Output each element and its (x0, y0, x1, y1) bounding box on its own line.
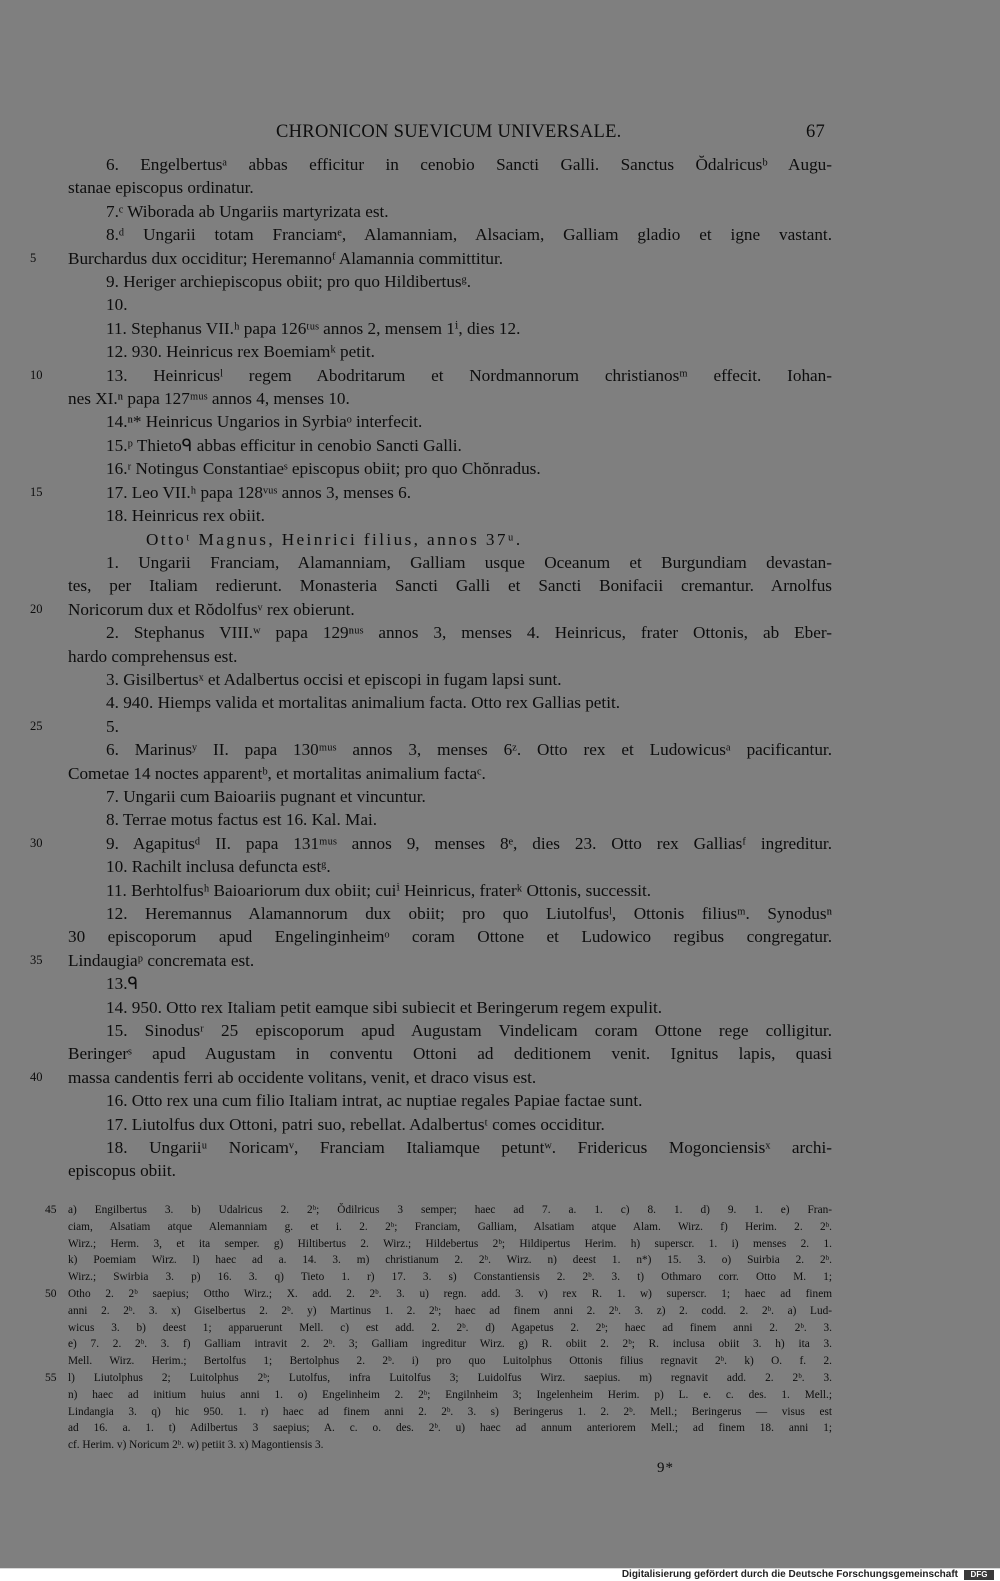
line-number: 35 (30, 952, 43, 967)
text-line (0, 340, 1000, 363)
footnote-text: e) 7. 2. 2ᵇ. 3. f) Galliam intravit 2. 2ᵇ. 3; Galliam ingreditur Wirz. g) R. obiit 2. 2ᵇ; R. inclusa obiit 3. h) ita 3. (68, 1338, 832, 1351)
line-text: 8.ᵈ Ungarii totam Franciamᵉ, Alamanniam, Alsaciam, Galliam gladio et igne vastant. (106, 225, 832, 245)
line-text: 6. Marinusʸ II. papa 130ᵐᵘˢ annos 3, menses 6ᶻ. Otto rex et Ludowicusᵃ pacificantur. (106, 740, 832, 760)
footnote-text: ciam, Alsatiam atque Alemanniam g. et i. 2. 2ᵇ; Franciam, Galliam, Alsatiam atque Alam. Wirz. f) Herim. 2. 2ᵇ. (68, 1220, 832, 1233)
text-line (0, 457, 1000, 480)
text-line (0, 247, 1000, 270)
text-line (0, 808, 1000, 831)
text-line (0, 668, 1000, 691)
footnote-line (0, 1387, 1000, 1404)
text-line (0, 785, 1000, 808)
text-line (0, 434, 1000, 457)
line-text: 11. Stephanus VII.ʰ papa 126ᵗᵘˢ annos 2, mensem 1ⁱ, dies 12. (106, 318, 521, 338)
line-text: 6. Engelbertusᵃ abbas efficitur in cenobio Sancti Galli. Sanctus Ŏdalricusᵇ Augu- (106, 155, 832, 174)
footnote-text: Otho 2. 2ᵇ saepius; Ottho Wirz.; X. add. 2. 2ᵇ. 3. u) regn. add. 3. v) rex R. 1. w) superscr. 1; haec ad finem (68, 1287, 832, 1300)
text-line (0, 528, 1000, 551)
footnote-text: n) haec ad initium huius anni 1. o) Engelinheim 2. 2ᵇ; Engilnheim 3; Ingelenheim Herim. p) L. e. c. des. 1. Mell.; (68, 1388, 832, 1401)
line-text: 5. (106, 716, 119, 736)
text-line (0, 200, 1000, 223)
line-text: episcopus obiit. (68, 1161, 176, 1181)
line-number: 20 (30, 601, 43, 616)
text-line (0, 621, 1000, 644)
footnote-line-number: 50 (45, 1287, 57, 1300)
text-line (0, 153, 1000, 176)
footnote-line-number: 55 (45, 1371, 57, 1384)
text-line (0, 855, 1000, 878)
text-line (0, 1019, 1000, 1042)
text-line (0, 925, 1000, 948)
footnote-text: k) Poemiam Wirz. l) haec ad a. 14. 3. m) christianum 2. 2ᵇ. Wirz. n) deest 1. n*) 15. 3. o) Suirbia 2. 2ᵇ. (68, 1254, 832, 1267)
footnote-text: a) Engilbertus 3. b) Udalricus 2. 2ᵇ; Ŏdilricus 3 semper; haec ad 7. a. 1. c) 8. 1. d) 9. 1. e) Fran- (68, 1204, 832, 1216)
text-line (0, 645, 1000, 668)
line-text: 12. 930. Heinricus rex Boemiamᵏ petit. (106, 342, 375, 362)
text-line (0, 691, 1000, 714)
footnote-text: Lindangia 3. q) hic 950. 1. r) haec ad finem anni 2. 2ᵇ. 3. s) Beringerus 1. 2. 2ᵇ. Mell.; Beringerus — visus est (68, 1405, 832, 1418)
text-line (0, 762, 1000, 785)
line-text: 11. Berhtolfusʰ Baioariorum dux obiit; cuiⁱ Heinricus, fraterᵏ Ottonis, successit. (106, 880, 652, 900)
text-line (0, 223, 1000, 246)
line-text: 15. Sinodusʳ 25 episcoporum apud Augustam Vindelicam coram Ottone rege colligitur. (106, 1021, 832, 1041)
text-line (0, 996, 1000, 1019)
footnote-line-number: 45 (45, 1204, 57, 1216)
line-text: 18. Heinricus rex obiit. (106, 506, 265, 526)
funding-text: Digitalisierung gefördert durch die Deutsche Forschungsgemeinschaft (621, 1569, 958, 1580)
line-text: 16.ʳ Notingus Constantiaeˢ episcopus obiit; pro quo Chŏnradus. (106, 459, 541, 479)
footnote-text: cf. Herim. v) Noricum 2ᵇ. w) petiit 3. x) Magontiensis 3. (68, 1439, 324, 1452)
line-text: tes, per Italiam redierunt. Monasteria Sancti Galli et Sancti Bonifacii cremantur. Arnolfus (68, 576, 832, 596)
text-line (0, 1136, 1000, 1159)
page-number: 67 (806, 122, 826, 142)
footnote-line (0, 1437, 1000, 1454)
line-number: 10 (30, 367, 43, 382)
line-text: 10. Rachilt inclusa defuncta estᵍ. (106, 857, 331, 877)
line-text: 17. Liutolfus dux Ottoni, patri suo, rebellat. Adalbertusᵗ comes occiditur. (106, 1114, 605, 1134)
line-number: 5 (30, 250, 37, 265)
footnote-text: ad 16. a. 1. t) Adilbertus 3 saepius; A. c. o. des. 2ᵇ. u) haec ad annum anteriorem Mell.; ad finem 18. anni 1; (68, 1422, 832, 1435)
line-number: 25 (30, 718, 43, 733)
text-line (0, 1066, 1000, 1089)
text-line (0, 551, 1000, 574)
line-text: 15.ᵖ Thietoᑫ abbas efficitur in cenobio Sancti Galli. (106, 435, 462, 455)
line-number: 30 (30, 835, 43, 850)
footnote-line (0, 1303, 1000, 1320)
running-title: CHRONICON SUEVICUM UNIVERSALE. (276, 122, 622, 142)
text-line (0, 387, 1000, 410)
text-line (0, 1089, 1000, 1112)
footnote-line (0, 1420, 1000, 1437)
line-text: 4. 940. Hiemps valida et mortalitas animalium facta. Otto rex Gallias petit. (106, 693, 621, 713)
footnote-text: Wirz.; Swirbia 3. p) 16. 3. q) Tieto 1. r) 17. 3. s) Constantiensis 2. 2ᵇ. 3. t) Othmaro corr. Otto M. 1; (68, 1271, 832, 1284)
footnote-line (0, 1370, 1000, 1387)
text-line (0, 574, 1000, 597)
footnote-text: wicus 3. b) deest 1; apparuerunt Mell. c) est add. 2. 2ᵇ. d) Agapetus 2. 2ᵇ; haec ad finem anni 2. 2ᵇ. 3. (68, 1321, 832, 1334)
footnote-line (0, 1219, 1000, 1236)
signature-mark: 9* (657, 1460, 674, 1476)
line-text: 1. Ungarii Franciam, Alamanniam, Galliam usque Oceanum et Burgundiam devastan- (106, 552, 832, 572)
line-text: nes XI.ⁿ papa 127ᵐᵘˢ annos 4, menses 10. (68, 389, 350, 409)
footnote-line (0, 1202, 1000, 1219)
text-line (0, 317, 1000, 340)
dfg-logo: DFG (964, 1570, 994, 1580)
line-text: 13. Heinricusˡ regem Abodritarum et Nordmannorum christianosᵐ effecit. Iohan- (106, 365, 832, 385)
text-line (0, 715, 1000, 738)
line-text: 18. Ungariiᵘ Noricamᵛ, Franciam Italiamque petuntʷ. Fridericus Mogonciensisˣ archi- (106, 1138, 832, 1158)
line-text: Burchardus dux occiditur; Heremannoᶠ Alamannia committitur. (68, 248, 504, 268)
line-text: 16. Otto rex una cum filio Italiam intrat, ac nuptiae regales Papiae factae sunt. (106, 1091, 643, 1111)
footnote-text: Mell. Wirz. Herim.; Bertolfus 1; Bertolphus 2. 2ᵇ. i) pro quo Luitolphus Ottonis filius regnavit 2ᵇ. k) O. f. 2. (68, 1355, 832, 1368)
line-text: hardo comprehensus est. (68, 646, 238, 666)
running-header (0, 118, 1000, 148)
line-text: 7.ᶜ Wiborada ab Ungariis martyrizata est. (106, 201, 389, 221)
text-line (0, 832, 1000, 855)
footnote-line (0, 1236, 1000, 1253)
text-line (0, 738, 1000, 761)
text-line (0, 504, 1000, 527)
line-text: 14. 950. Otto rex Italiam petit eamque sibi subiecit et Beringerum regem expulit. (106, 997, 663, 1017)
footnote-text: Wirz.; Herm. 3, et ita semper. g) Hiltibertus 2. Wirz.; Hildebertus 2ᵇ; Hildipertus Herim. h) superscr. 1. i) menses 2. 1. (68, 1237, 832, 1250)
line-text: Beringerˢ apud Augustam in conventu Ottoni ad deditionem venit. Ignitus lapis, quasi (68, 1044, 832, 1064)
text-line (0, 879, 1000, 902)
footnote-line (0, 1320, 1000, 1337)
line-text: 13.ᑫ (106, 974, 139, 994)
line-number: 15 (30, 484, 43, 499)
footnote-line (0, 1353, 1000, 1370)
line-text: 12. Heremannus Alamannorum dux obiit; pro quo Liutolfusˡ, Ottonis filiusᵐ. Synodusⁿ (106, 904, 832, 923)
line-text: 30 episcoporum apud Engelinginheimᵒ coram Ottone et Ludowico regibus congregatur. (68, 927, 832, 947)
text-line (0, 481, 1000, 504)
footnotes (0, 1202, 1000, 1454)
chronicle-text (0, 153, 1000, 1183)
text-line (0, 410, 1000, 433)
line-text: 10. (106, 295, 128, 315)
footnote-line (0, 1404, 1000, 1421)
line-text: Ottoᵗ Magnus, Heinrici filius, annos 37ᵘ. (146, 529, 523, 549)
line-text: 3. Gisilbertusˣ et Adalbertus occisi et episcopi in fugam lapsi sunt. (106, 669, 562, 689)
footnote-line (0, 1286, 1000, 1303)
text-line (0, 270, 1000, 293)
text-line (0, 176, 1000, 199)
footnote-line (0, 1252, 1000, 1269)
line-text: 14.ⁿ* Heinricus Ungarios in Syrbiaᵒ interfecit. (106, 412, 423, 432)
line-text: 2. Stephanus VIII.ʷ papa 129ⁿᵘˢ annos 3, menses 4. Heinricus, frater Ottonis, ab Eber- (106, 623, 832, 643)
text-line (0, 598, 1000, 621)
line-number: 40 (30, 1069, 43, 1084)
text-line (0, 1042, 1000, 1065)
line-text: 7. Ungarii cum Baioariis pugnant et vincuntur. (106, 786, 426, 806)
text-line (0, 293, 1000, 316)
text-line (0, 949, 1000, 972)
text-line (0, 972, 1000, 995)
funding-bar (0, 1568, 1000, 1581)
line-text: 8. Terrae motus factus est 16. Kal. Mai. (106, 810, 378, 830)
line-text: 9. Heriger archiepiscopus obiit; pro quo Hildibertusᵍ. (106, 272, 472, 292)
line-text: Noricorum dux et Rŏdolfusᵛ rex obierunt. (68, 599, 355, 619)
text-line (0, 902, 1000, 925)
line-text: Cometae 14 noctes apparentᵇ, et mortalitas animalium factaᶜ. (68, 763, 486, 783)
line-text: 17. Leo VII.ʰ papa 128ᵛᵘˢ annos 3, menses 6. (106, 482, 411, 502)
footnote-line (0, 1269, 1000, 1286)
footnote-text: l) Liutolphus 2; Luitolphus 2ᵇ; Lutolfus, infra Luitolfus 3; Luidolfus Wirz. saepius. m) regnavit add. 2. 2ᵇ. 3. (68, 1371, 832, 1384)
footnote-text: anni 2. 2ᵇ. 3. x) Giselbertus 2. 2ᵇ. y) Martinus 1. 2. 2ᵇ; haec ad finem anni 2. 2ᵇ. 3. z) 2. codd. 2. 2ᵇ. a) Lud- (68, 1304, 832, 1317)
line-text: massa candentis ferri ab occidente volitans, venit, et draco visus est. (68, 1067, 537, 1087)
line-text: Lindaugiaᵖ concremata est. (68, 950, 255, 970)
footnote-line (0, 1336, 1000, 1353)
line-text: stanae episcopus ordinatur. (68, 178, 254, 198)
line-text: 9. Agapitusᵈ II. papa 131ᵐᵘˢ annos 9, menses 8ᵉ, dies 23. Otto rex Galliasᶠ ingreditur. (106, 833, 832, 853)
text-line (0, 1159, 1000, 1182)
text-line (0, 364, 1000, 387)
text-line (0, 1113, 1000, 1136)
